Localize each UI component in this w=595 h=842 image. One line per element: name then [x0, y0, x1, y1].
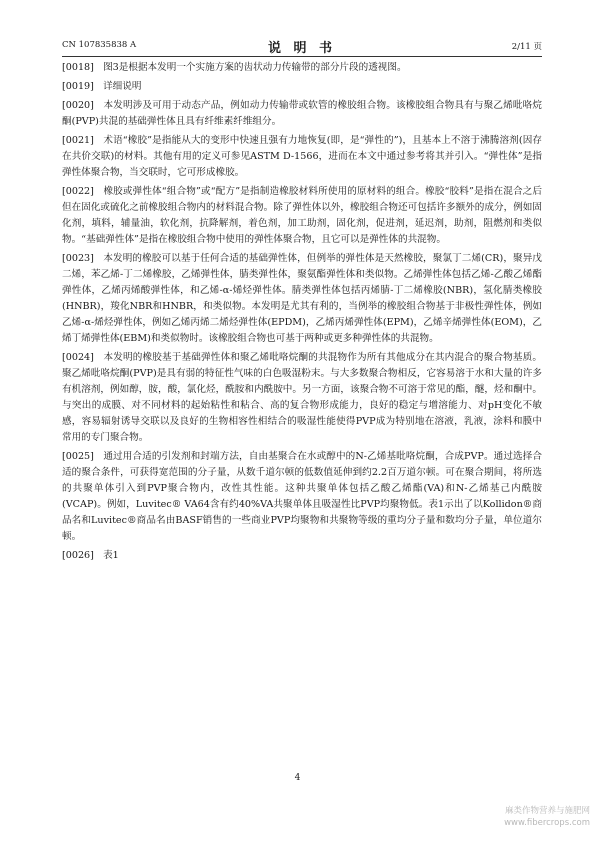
document-title: 说 明 书 — [267, 41, 337, 56]
page-indicator: 2/11 页 — [511, 42, 542, 52]
header-rule — [62, 56, 542, 57]
paragraph-text: 表1 — [103, 550, 119, 561]
paragraph-tag: [0025] — [62, 451, 94, 462]
paragraph-0026 — [62, 548, 542, 564]
paragraph-tag: [0020] — [62, 100, 94, 111]
paragraph-tag: [0026] — [62, 550, 94, 561]
page-number: 4 — [294, 773, 301, 783]
watermark — [470, 805, 590, 829]
paragraph-0021 — [62, 133, 542, 181]
paragraph-0019 — [62, 79, 542, 95]
watermark-url: www.fibercrops.com — [504, 818, 590, 828]
paragraph-text: 本发明的橡胶基于基础弹性体和聚乙烯吡咯烷酮的共混物作为所有其他成分在其内混合的聚合物基质。聚乙烯吡咯烷酮(PVP)是具有弱的特征性气味的白色吸湿粉末。与大多数聚合物相反，它容易溶于水和大量的许多有机溶剂，例如醇，胺，酸，氯化烃，酰胺和内酰胺中。另一方面，该聚合物不可溶于常见的酯，醚，烃和酮中。与突出的成膜、对不同材料的起始粘性和粘合、高的复合物形成能力，良好的稳定与增溶能力、对pH变化不敏感，容易辐射诱导交联以及良好的生物相容性相结合的吸湿性能使得PVP成为特别地在溶液，乳液，涂料和膜中常用的专门聚合物。 — [62, 352, 543, 443]
paragraph-tag: [0024] — [62, 352, 94, 363]
paragraph-text: 本发明涉及可用于动态产品，例如动力传输带或软管的橡胶组合物。该橡胶组合物具有与聚乙烯吡咯烷酮(PVP)共混的基础弹性体且具有纤维素纤维组分。 — [62, 100, 543, 127]
publication-number: CN 107835838 A — [62, 40, 137, 50]
paragraph-tag: [0022] — [62, 186, 94, 197]
paragraph-text: 图3是根据本发明一个实施方案的齿状动力传输带的部分片段的透视图。 — [103, 62, 407, 73]
paragraph-tag: [0021] — [62, 135, 94, 146]
paragraph-0022 — [62, 184, 542, 248]
watermark-site-name: 麻类作物营养与施肥网 — [504, 806, 590, 816]
page-header — [62, 38, 542, 54]
paragraph-text: 通过用合适的引发剂和封端方法，自由基聚合在水或醇中的N-乙烯基吡咯烷酮，合成PVP。通过选择合适的聚合条件，可获得宽范围的分子量，从数千道尔顿的低数值延伸到约2.2百万道尔顿。可在聚合期间，将所选的共聚单体引入到PVP聚合物内，改性其性能。这种共聚单体包括乙酸乙烯酯(VA)和N-乙烯基己内酰胺(VCAP)。例如，Luvitec® VA64含有约40%VA共聚单体且吸湿性比PVP均聚物低。表1示出了以Kollidon®商品名和Luvitec®商品名由BASF销售的一些商业PVP均聚物和共聚物等级的重均分子量和数均分子量，单位道尔顿。 — [62, 451, 542, 542]
paragraph-tag: [0019] — [62, 81, 94, 92]
paragraph-tag: [0023] — [62, 253, 94, 264]
paragraph-0018 — [62, 60, 542, 76]
paragraph-0025 — [62, 449, 542, 545]
paragraph-0020 — [62, 98, 542, 130]
paragraph-text: 术语“橡胶”是指能从大的变形中快速且强有力地恢复(即，是“弹性的”)，且基本上不溶于沸腾溶剂(因存在共价交联)的材料。其他有用的定义可参见ASTM D-1566，进而在本文中通过参考将其并引入。“弹性体”是指弹性体聚合物，当交联时，它可形成橡胶。 — [62, 135, 542, 178]
paragraph-text: 橡胶或弹性体“组合物”或“配方”是指制造橡胶材料所使用的原材料的组合。橡胶“胶料”是指在混合之后但在固化或硫化之前橡胶组合物内的材料混合物。除了弹性体以外，橡胶组合物还可包括许多额外的成分，例如固化剂，填料，辅量油，软化剂，抗降解剂，着色剂，加工助剂，固化剂，促进剂，延迟剂，助剂，阻燃剂和类似物。“基础弹性体”是指在橡胶组合物中使用的弹性体聚合物，且它可以是弹性体的共混物。 — [62, 186, 542, 245]
paragraph-0023 — [62, 251, 542, 347]
paragraph-text: 详细说明 — [103, 81, 142, 92]
paragraph-text: 本发明的橡胶可以基于任何合适的基础弹性体，但例举的弹性体是天然橡胶，聚氯丁二烯(CR)，聚异戊二烯，苯乙烯-丁二烯橡胶，乙烯弹性体，腈类弹性体，聚氨酯弹性体和类似物。乙烯弹性体包括乙烯-乙酸乙烯酯弹性体，乙烯丙烯酸弹性体，和乙烯-α-烯烃弹性体。腈类弹性体包括丙烯腈-丁二烯橡胶(NBR)，氢化腈类橡胶(HNBR)，羧化NBR和HNBR，和类似物。本发明是尤其有利的，当例举的橡胶组合物基于非极性弹性体，例如乙烯-α-烯烃弹性体，例如乙烯丙烯二烯烃弹性体(EPDM)，乙烯丙烯弹性体(EPM)，乙烯辛烯弹性体(EOM)，乙烯丁烯弹性体(EBM)和类似物时。该橡胶组合物也可基于两种或更多种弹性体的共混物。 — [62, 253, 542, 344]
paragraph-tag: [0018] — [62, 62, 94, 73]
paragraph-0024 — [62, 350, 542, 446]
body-text — [62, 60, 542, 567]
